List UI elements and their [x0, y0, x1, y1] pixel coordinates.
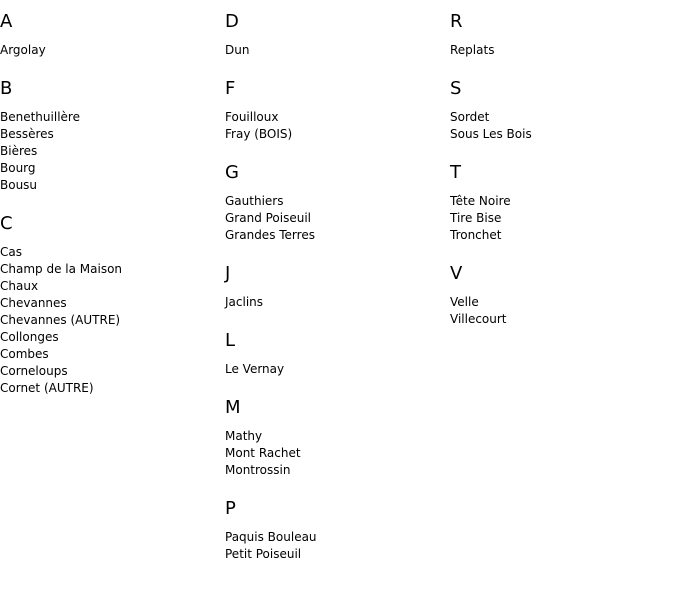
place-link[interactable]: Montrossin [225, 463, 291, 477]
place-list [450, 193, 665, 244]
place-list-item [450, 210, 665, 227]
letter-heading: G [225, 162, 239, 183]
place-link[interactable]: Bessères [0, 127, 54, 141]
letter-heading: S [450, 78, 462, 99]
letter-heading: V [450, 263, 463, 284]
place-list-item [0, 312, 215, 329]
place-list-item [0, 295, 215, 312]
place-list-item [225, 193, 440, 210]
place-list-item [0, 109, 215, 126]
letter-heading: T [450, 162, 461, 183]
index-column-2 [225, 0, 440, 563]
place-link[interactable]: Chaux [0, 279, 39, 293]
letter-group-f [225, 78, 440, 143]
index-column-3 [450, 0, 665, 328]
place-list-item [225, 546, 440, 563]
place-list-item [0, 329, 215, 346]
place-list-item [225, 227, 440, 244]
place-link[interactable]: Mont Rachet [225, 446, 301, 460]
place-link[interactable]: Tête Noire [450, 194, 511, 208]
place-list-item [225, 126, 440, 143]
letter-group-b [0, 78, 215, 194]
place-list [0, 42, 215, 59]
place-list-item [0, 160, 215, 177]
place-link[interactable]: Replats [450, 43, 495, 57]
place-list-item [225, 109, 440, 126]
place-link[interactable]: Grandes Terres [225, 228, 315, 242]
place-list [450, 42, 665, 59]
place-link[interactable]: Fouilloux [225, 110, 279, 124]
place-link[interactable]: Combes [0, 347, 49, 361]
place-link[interactable]: Tire Bise [450, 211, 502, 225]
place-list [0, 109, 215, 194]
letter-heading: D [225, 11, 239, 32]
letter-group-r [450, 11, 665, 59]
place-link[interactable]: Chevannes [0, 296, 67, 310]
place-list-item [0, 261, 215, 278]
place-list-item [0, 363, 215, 380]
place-link[interactable]: Petit Poiseuil [225, 547, 302, 561]
place-link[interactable]: Chevannes (AUTRE) [0, 313, 121, 327]
place-link[interactable]: Gauthiers [225, 194, 284, 208]
letter-heading: A [0, 11, 13, 32]
place-link[interactable]: Tronchet [450, 228, 502, 242]
letter-group-v [450, 263, 665, 328]
letter-group-a [0, 11, 215, 59]
place-list-item [0, 143, 215, 160]
place-link[interactable]: Bousu [0, 178, 38, 192]
place-link[interactable]: Bourg [0, 161, 36, 175]
letter-group-c [0, 213, 215, 397]
place-list-item [450, 311, 665, 328]
place-link[interactable]: Benethuillère [0, 110, 80, 124]
place-list [450, 109, 665, 143]
place-list-item [225, 445, 440, 462]
place-link[interactable]: Mathy [225, 429, 263, 443]
place-link[interactable]: Bières [0, 144, 38, 158]
place-list-item [450, 227, 665, 244]
place-list-item [225, 294, 440, 311]
place-list [225, 294, 440, 311]
place-list-item [0, 380, 215, 397]
place-link[interactable]: Villecourt [450, 312, 507, 326]
place-list [225, 529, 440, 563]
letter-group-s [450, 78, 665, 143]
letter-heading: J [225, 263, 231, 284]
place-link[interactable]: Paquis Bouleau [225, 530, 317, 544]
letter-group-d [225, 11, 440, 59]
place-list [225, 193, 440, 244]
place-list [225, 361, 440, 378]
place-list-item [0, 346, 215, 363]
place-link[interactable]: Argolay [0, 43, 46, 57]
place-link[interactable]: Fray (BOIS) [225, 127, 293, 141]
letter-group-j [225, 263, 440, 311]
letter-group-p [225, 498, 440, 563]
place-link[interactable]: Le Vernay [225, 362, 285, 376]
place-link[interactable]: Cas [0, 245, 22, 259]
place-list-item [450, 126, 665, 143]
place-link[interactable]: Cornet (AUTRE) [0, 381, 94, 395]
place-link[interactable]: Dun [225, 43, 250, 57]
place-list-item [225, 42, 440, 59]
letter-heading: F [225, 78, 236, 99]
place-list-item [0, 177, 215, 194]
place-list [225, 42, 440, 59]
place-link[interactable]: Sous Les Bois [450, 127, 532, 141]
letter-group-l [225, 330, 440, 378]
place-list-item [450, 42, 665, 59]
place-link[interactable]: Collonges [0, 330, 59, 344]
place-link[interactable]: Jaclins [225, 295, 264, 309]
place-link[interactable]: Velle [450, 295, 479, 309]
place-list-item [450, 294, 665, 311]
place-list [0, 244, 215, 397]
place-link[interactable]: Sordet [450, 110, 490, 124]
letter-heading: C [0, 213, 13, 234]
letter-heading: M [225, 397, 241, 418]
letter-heading: L [225, 330, 236, 351]
place-list-item [450, 193, 665, 210]
place-list-item [225, 361, 440, 378]
index-column-1 [0, 0, 215, 397]
place-list-item [225, 529, 440, 546]
place-link[interactable]: Corneloups [0, 364, 68, 378]
letter-heading: B [0, 78, 13, 99]
place-list-item [0, 278, 215, 295]
place-link[interactable]: Grand Poiseuil [225, 211, 312, 225]
place-list [225, 428, 440, 479]
place-list [225, 109, 440, 143]
letter-group-m [225, 397, 440, 479]
place-list-item [225, 428, 440, 445]
place-list-item [450, 109, 665, 126]
place-list [450, 294, 665, 328]
place-list-item [225, 462, 440, 479]
place-list-item [0, 244, 215, 261]
letter-group-g [225, 162, 440, 244]
letter-heading: P [225, 498, 236, 519]
place-list-item [0, 42, 215, 59]
letter-heading: R [450, 11, 463, 32]
place-list-item [225, 210, 440, 227]
letter-group-t [450, 162, 665, 244]
place-link[interactable]: Champ de la Maison [0, 262, 123, 276]
place-list-item [0, 126, 215, 143]
